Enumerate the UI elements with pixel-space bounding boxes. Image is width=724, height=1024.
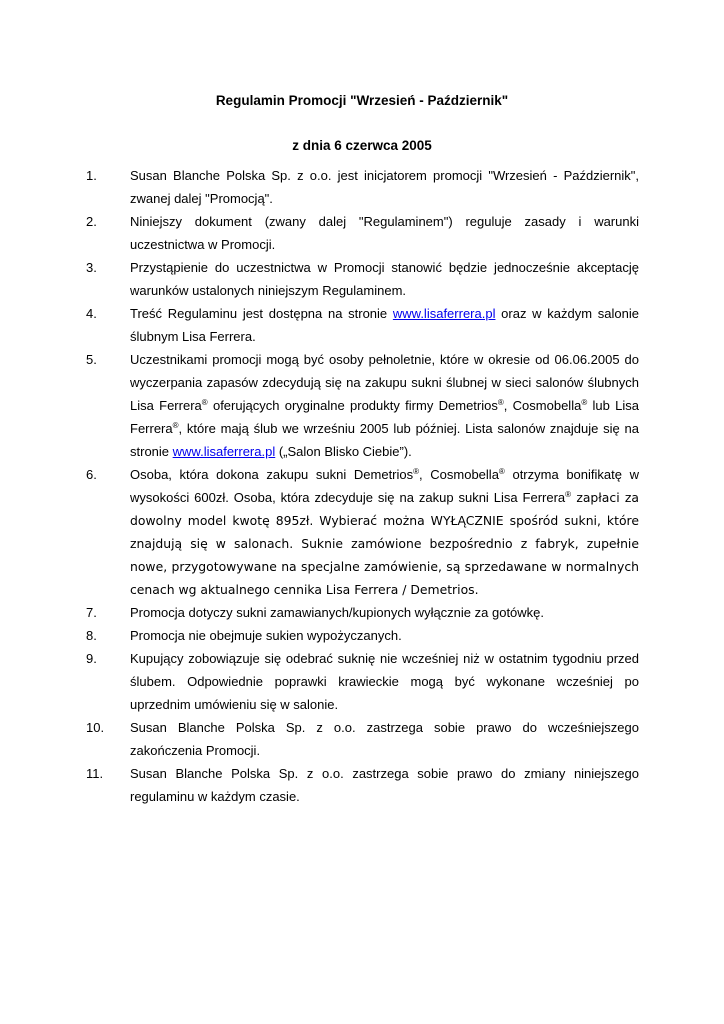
item-number: 10.	[86, 720, 105, 735]
item-number: 9.	[86, 651, 97, 666]
item-text: Treść Regulaminu jest dostępna na stronie	[130, 306, 393, 321]
item-number: 6.	[86, 467, 97, 482]
list-item	[86, 210, 639, 256]
item-number: 11.	[86, 766, 104, 781]
item-text: Susan Blanche Polska Sp. z o.o. zastrzega sobie prawo do wcześniejszego zakończenia Promocji.	[130, 720, 639, 758]
item-text: Przystąpienie do uczestnictwa w Promocji stanowić będzie jednocześnie akceptację warunków ustalonych niniejszym Regulaminem.	[130, 260, 639, 298]
rules-list	[86, 164, 639, 808]
list-item	[86, 256, 639, 302]
item-text: , Cosmobella	[503, 398, 582, 413]
item-text: lub Lisa Ferrera	[130, 398, 640, 436]
registered-mark: ®	[565, 490, 572, 499]
list-item	[86, 164, 639, 210]
item-text: Osoba, która dokona zakupu sukni Demetrios	[130, 467, 414, 482]
website-link[interactable]: www.lisaferrera.pl	[392, 306, 496, 321]
registered-mark: ®	[413, 467, 420, 476]
list-item	[86, 463, 639, 601]
item-number: 2.	[86, 214, 97, 229]
item-number: 3.	[86, 260, 97, 275]
document-date: z dnia 6 czerwca 2005	[292, 138, 432, 153]
item-number: 8.	[86, 628, 97, 643]
item-text: zapłaci za dowolny model kwotę 895zł. Wybierać można WYŁĄCZNIE spośród sukni, które znajdują się w salonach. Suknie zamówione bezpośrednio z fabryk, zupełnie nowe, przygotowywane na specjalne zamówienie, są sprzedawane w normalnych cenach wg aktualnego cennika Lisa Ferrera / Demetrios.	[130, 490, 640, 597]
item-number: 1.	[86, 168, 97, 183]
item-text: („Salon Blisko Ciebie”).	[275, 444, 412, 459]
item-text: , Cosmobella	[419, 467, 499, 482]
item-text: Susan Blanche Polska Sp. z o.o. zastrzega sobie prawo do zmiany niniejszego regulaminu w każdym czasie.	[130, 766, 639, 804]
item-number: 7.	[86, 605, 97, 620]
item-text: Kupujący zobowiązuje się odebrać suknię nie wcześniej niż w ostatnim tygodniu przed ślubem. Odpowiednie poprawki krawieckie mogą być wykonane wcześniej po uprzednim umówieniu się w salonie.	[130, 651, 639, 712]
item-number: 4.	[86, 306, 97, 321]
list-item	[86, 716, 639, 762]
item-text: Promocja dotyczy sukni zamawianych/kupionych wyłącznie za gotówkę.	[130, 605, 545, 620]
item-text: Uczestnikami promocji mogą być osoby pełnoletnie, które w okresie od 06.06.2005 do wyczerpania zapasów zdecydują się na zakupu sukni ślubnej w sieci salonów ślubnych Lisa Ferrera	[130, 352, 639, 413]
item-text: Promocja nie obejmuje sukien wypożyczanych.	[130, 628, 402, 643]
item-text: Niniejszy dokument (zwany dalej "Regulaminem") reguluje zasady i warunki uczestnictwa w Promocji.	[130, 214, 639, 252]
registered-mark: ®	[581, 398, 588, 407]
registered-mark: ®	[172, 421, 179, 430]
list-item	[86, 647, 639, 716]
registered-mark: ®	[497, 398, 504, 407]
item-number: 5.	[86, 352, 97, 367]
website-link[interactable]: www.lisaferrera.pl	[172, 444, 276, 459]
document-title: Regulamin Promocji "Wrzesień - Październik"	[215, 93, 509, 108]
item-text: Susan Blanche Polska Sp. z o.o. jest inicjatorem promocji "Wrzesień - Październik", zwanej dalej "Promocją".	[130, 168, 639, 206]
list-item	[86, 624, 639, 647]
item-text: otrzyma bonifikatę w wysokości 600zł. Osoba, która zdecyduje się na zakup sukni Lisa Ferrera	[130, 467, 639, 505]
list-item	[86, 762, 639, 808]
registered-mark: ®	[201, 398, 208, 407]
registered-mark: ®	[498, 467, 505, 476]
list-item	[86, 348, 639, 463]
list-item	[86, 601, 639, 624]
item-text: oferujących oryginalne produkty firmy Demetrios	[207, 398, 498, 413]
list-item	[86, 302, 639, 348]
item-text: , które mają ślub we wrześniu 2005 lub później. Lista salonów znajduje się na stronie	[130, 421, 639, 459]
item-text: oraz w każdym salonie ślubnym Lisa Ferrera.	[130, 306, 639, 344]
